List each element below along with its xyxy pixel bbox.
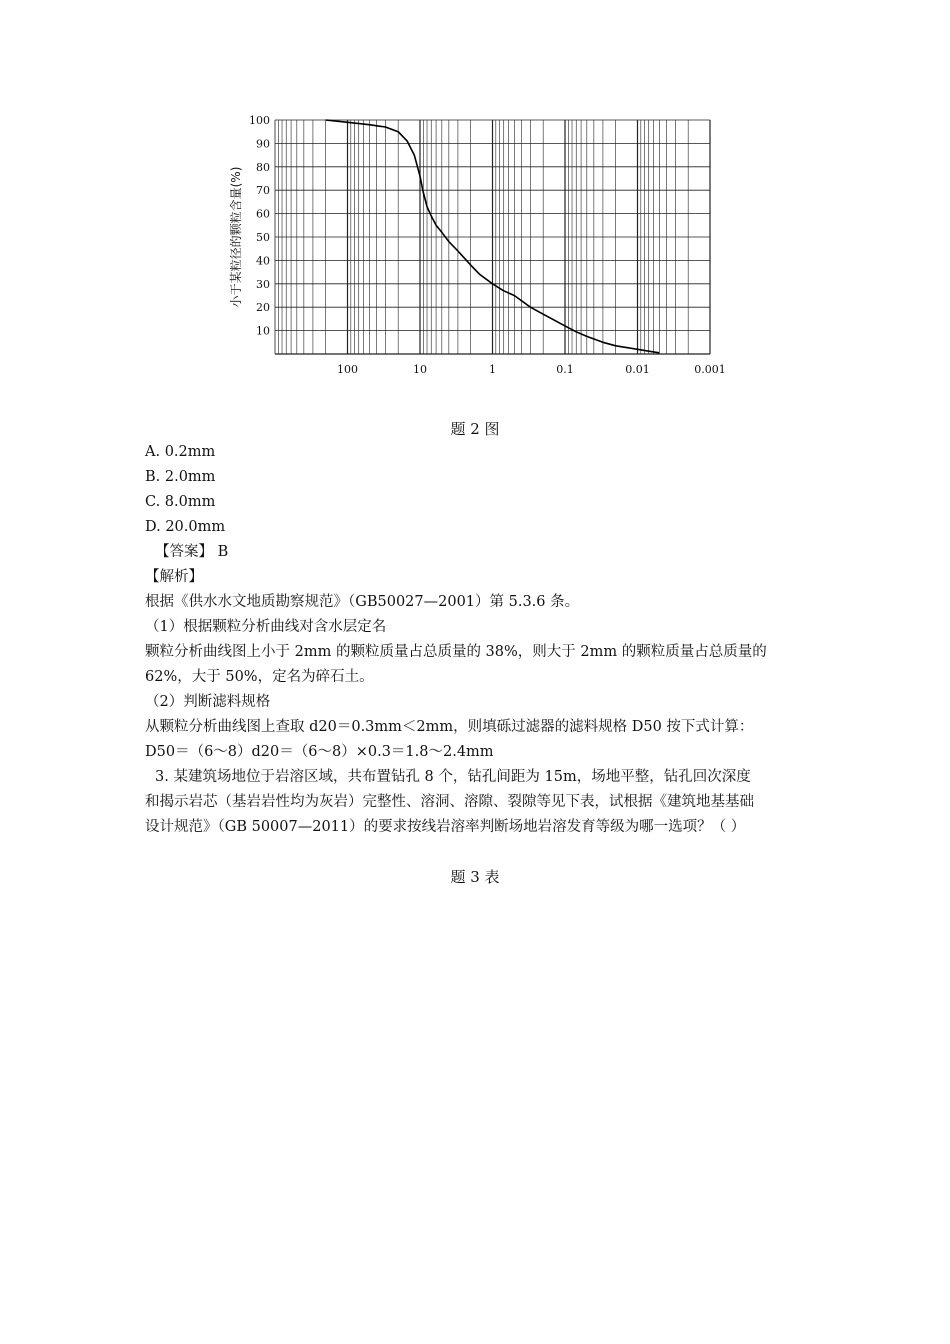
grain-size-chart [222, 108, 732, 378]
question3-line2: 和揭示岩芯（基岩岩性均为灰岩）完整性、溶洞、溶隙、裂隙等见下表，试根据《建筑地基基础 [145, 794, 754, 810]
question3-line1: 3. 某建筑场地位于岩溶区域，共布置钻孔 8 个，钻孔间距为 15m，场地平整，钻孔回次深度 [155, 769, 751, 785]
y-tick-label: 10 [256, 324, 270, 338]
document-body [145, 440, 815, 840]
answer-line: 【答案】 B [155, 544, 229, 560]
option-d: D. 20.0mm [145, 519, 226, 535]
y-tick-label: 80 [256, 160, 270, 174]
x-tick-label: 1 [489, 363, 496, 376]
question3-line3: 设计规范》（GB 50007—2011）的要求按线岩溶率判断场地岩溶发育等级为哪一选项？（ ） [145, 819, 746, 835]
step2-title: （2）判断滤料规格 [145, 694, 271, 710]
y-tick-label: 60 [256, 207, 270, 221]
y-tick-label: 50 [256, 231, 270, 244]
analysis-ref: 根据《供水水文地质勘察规范》（GB50027—2001）第 5.3.6 条。 [145, 594, 580, 610]
step2-line1: 从颗粒分析曲线图上查取 d20＝0.3mm＜2mm，则填砾过滤器的滤料规格 D50 按下式计算： [145, 719, 754, 735]
step2-line2: D50＝（6～8）d20＝（6～8）×0.3＝1.8～2.4mm [145, 744, 494, 760]
step1-line1: 颗粒分析曲线图上小于 2mm 的颗粒质量占总质量的 38%，则大于 2mm 的颗粒质量占总质量的 [145, 644, 767, 660]
x-tick-label: 0.001 [694, 363, 726, 376]
x-tick-label: 0.1 [556, 363, 574, 376]
option-a: A. 0.2mm [145, 444, 216, 460]
y-tick-label: 90 [256, 137, 270, 151]
table-caption: 题 3 表 [450, 868, 500, 886]
x-tick-label: 10 [413, 363, 427, 376]
y-tick-label: 100 [249, 114, 270, 127]
y-tick-label: 70 [256, 184, 270, 198]
y-tick-label: 40 [256, 254, 270, 268]
x-tick-label: 0.01 [625, 363, 650, 376]
option-c: C. 8.0mm [145, 494, 216, 510]
y-tick-label: 20 [256, 301, 270, 315]
step1-title: （1）根据颗粒分析曲线对含水层定名 [145, 619, 387, 635]
figure-caption: 题 2 图 [450, 420, 500, 438]
analysis-heading: 【解析】 [145, 569, 203, 585]
x-tick-label: 100 [337, 363, 358, 376]
chart-svg [222, 108, 732, 378]
y-axis-label: 小于某粒径的颗粒含量(%) [229, 166, 243, 308]
y-tick-label: 30 [256, 277, 270, 291]
option-b: B. 2.0mm [145, 469, 216, 485]
step1-line2: 62%，大于 50%，定名为碎石土。 [145, 669, 374, 685]
